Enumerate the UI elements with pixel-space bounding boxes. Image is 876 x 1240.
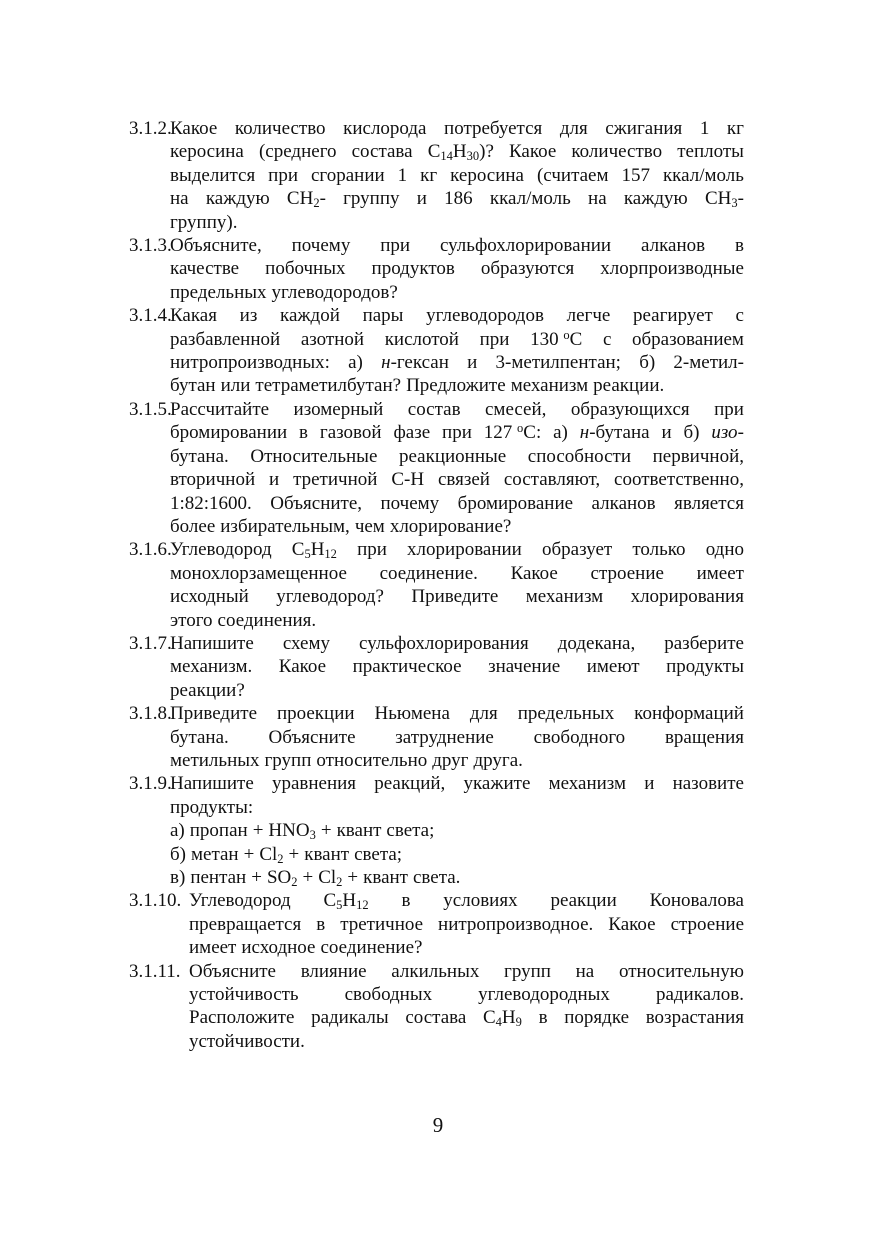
word: исходное: [241, 937, 316, 959]
word: бромирование: [457, 492, 574, 514]
word: имеет: [696, 562, 744, 584]
text-line: [170, 562, 744, 585]
text-line: [170, 655, 744, 678]
word: 157: [621, 164, 650, 186]
word: реакции?: [170, 679, 245, 701]
word: конформаций: [634, 703, 744, 725]
word: образующихся: [570, 398, 690, 420]
text-line: [170, 304, 744, 327]
word: (считаем: [536, 164, 609, 186]
text-line: [170, 140, 744, 163]
word: каждую: [205, 188, 270, 210]
word: почему: [380, 492, 440, 514]
word: при: [357, 539, 387, 561]
word: нитропроизводное.: [438, 913, 594, 935]
word: из: [239, 305, 258, 327]
word: составляют,: [503, 469, 601, 491]
word: только: [632, 539, 686, 561]
word: +: [251, 867, 262, 888]
word: а): [170, 820, 185, 842]
word: метильных: [170, 749, 260, 771]
word: $SO_2$: [266, 867, 298, 889]
word: на: [588, 188, 607, 210]
text-line: [170, 257, 744, 280]
text-line: [170, 445, 744, 468]
word: более: [170, 515, 216, 537]
word: Какое: [509, 141, 557, 163]
text-line: [170, 702, 744, 725]
word: ккал/моль: [489, 188, 571, 210]
problem-item: [129, 304, 744, 398]
word: $CH_2-$: [286, 188, 326, 211]
text-line: [189, 1006, 744, 1029]
problem-number: 3.1.2.: [129, 118, 172, 139]
word: пентан: [190, 867, 247, 888]
word: при: [714, 398, 744, 420]
word: азотной: [300, 328, 365, 350]
text-line: [170, 819, 744, 842]
word: относительно: [316, 749, 428, 771]
problem-item: [129, 234, 744, 304]
word: 3-метилпентан;: [495, 352, 621, 374]
word: сульфохлорирования: [359, 632, 529, 654]
word: состава: [405, 1007, 467, 1029]
problem-number: 3.1.4.: [129, 305, 172, 327]
word: продукты:: [170, 796, 254, 818]
text-line: [189, 936, 744, 959]
word: и: [661, 422, 672, 444]
word: реагирует: [633, 305, 713, 327]
problem-number: 3.1.5.: [129, 398, 172, 420]
word: возрастания: [645, 1007, 744, 1029]
text-line: [170, 772, 744, 795]
word: соединение?: [320, 937, 423, 959]
word: групп: [504, 960, 551, 982]
word: керосина: [170, 141, 244, 163]
word: бутан: [170, 375, 216, 397]
word: Относительные: [250, 445, 378, 467]
word: реакционные: [398, 445, 507, 467]
word: б): [683, 422, 700, 444]
word: кг: [420, 164, 438, 186]
word: на: [170, 188, 189, 210]
word: порядке: [564, 1007, 630, 1029]
text-line: [170, 117, 744, 140]
word: квант: [336, 820, 382, 842]
word: 127 $^o$C:: [483, 421, 542, 444]
word: углеводородов: [426, 305, 544, 327]
word: механизм.: [170, 656, 253, 678]
text-line: [170, 726, 744, 749]
word: углеводородов?: [271, 281, 398, 303]
word: +: [288, 843, 300, 865]
word: Объясните,: [170, 235, 262, 257]
problem-item: [129, 538, 744, 632]
word: алканов: [591, 492, 656, 514]
word: Объясните,: [270, 492, 363, 514]
text-line: [170, 866, 744, 889]
word: 2-метил-: [673, 352, 744, 374]
word: сжигания: [605, 118, 683, 139]
word: и: [416, 188, 427, 210]
word: механизм: [525, 586, 604, 608]
word: додекана,: [557, 632, 636, 654]
problem-item: [129, 889, 744, 959]
word: продукты: [666, 656, 744, 678]
word: кислорода: [343, 118, 427, 139]
word: газовой: [319, 422, 382, 444]
text-line: [170, 374, 744, 397]
word: свободных: [344, 984, 433, 1006]
word: третичное: [340, 913, 424, 935]
word: Объясните: [189, 960, 276, 982]
text-line: [170, 632, 744, 655]
word: Ньюмена: [374, 703, 450, 725]
text-line: [189, 983, 744, 1006]
problem-number: 3.1.3.: [129, 235, 172, 257]
word: этого: [170, 609, 213, 631]
word: для: [469, 703, 498, 725]
word: бромировании: [170, 422, 288, 444]
word: квант: [304, 843, 350, 865]
word: группу: [343, 188, 400, 210]
word: света;: [386, 820, 435, 842]
problem-item: [129, 398, 744, 538]
word: б): [639, 352, 656, 374]
problem-number: 3.1.9.: [129, 773, 172, 795]
text-line: [170, 211, 744, 234]
word: реакции.: [593, 375, 665, 397]
word: н-гексан: [381, 352, 449, 374]
word: первичной,: [652, 445, 744, 467]
word: и: [467, 352, 478, 374]
word: вторичной: [170, 469, 256, 491]
word: теплоты: [677, 141, 744, 163]
word: Углеводород: [189, 890, 291, 912]
word: при: [479, 328, 510, 350]
word: превращается: [189, 913, 302, 935]
word: Напишите: [170, 632, 254, 654]
word: +: [320, 820, 332, 842]
word: хлорпроизводные: [600, 258, 744, 280]
word: каждой: [280, 305, 340, 327]
word: устойчивости.: [189, 1030, 305, 1052]
problem-item: [129, 772, 744, 889]
word: метан: [191, 843, 239, 865]
word: друга.: [473, 749, 523, 771]
word: $HNO_3$: [268, 820, 316, 843]
word: нитропроизводных:: [170, 352, 330, 374]
word: почему: [291, 235, 351, 257]
word: затруднение: [395, 726, 494, 748]
word: света;: [354, 843, 403, 865]
word: углеводород?: [276, 586, 384, 608]
word: с: [735, 305, 744, 327]
word: (среднего: [258, 141, 337, 163]
word: хлорирование?: [389, 515, 512, 537]
word: свободного: [533, 726, 626, 748]
word: потребуется: [444, 118, 543, 139]
word: имеет: [189, 937, 237, 959]
problem-number: 3.1.10.: [129, 890, 182, 912]
text-line: [170, 351, 744, 374]
word: пары: [362, 305, 404, 327]
word: Какое: [510, 562, 558, 584]
text-line: [170, 515, 744, 538]
word: укажите: [463, 773, 531, 795]
word: схему: [282, 632, 330, 654]
text-line: [170, 796, 744, 819]
word: Какое: [278, 656, 327, 678]
word: в): [170, 867, 186, 888]
word: значение: [488, 656, 561, 678]
word: н-бутана: [579, 422, 650, 444]
word: тетраметилбутан?: [255, 375, 402, 397]
word: и: [644, 773, 655, 795]
word: монохлорзамещенное: [170, 562, 347, 584]
word: разберите: [664, 632, 744, 654]
word: группу).: [170, 211, 238, 233]
word: строение: [590, 562, 664, 584]
word: исходный: [170, 586, 249, 608]
word: условиях: [443, 890, 518, 912]
word: бутана.: [170, 445, 229, 467]
word: ккал/моль: [662, 164, 744, 186]
page-number: 9: [432, 1113, 444, 1137]
word: соединения.: [217, 609, 317, 631]
page-text: [129, 117, 744, 1053]
text-line: [170, 843, 744, 866]
word: алканов: [640, 235, 706, 257]
word: $Cl_2$: [318, 867, 343, 889]
word: радикалов.: [655, 984, 744, 1006]
text-line: [170, 492, 744, 515]
word: Коновалова: [649, 890, 744, 912]
word: в: [401, 890, 411, 912]
problem-item: [129, 117, 744, 234]
word: +: [347, 867, 359, 888]
word: кг: [726, 118, 744, 139]
text-line: [170, 585, 744, 608]
problem-item: [129, 702, 744, 772]
word: имеют: [586, 656, 640, 678]
word: бутана.: [170, 726, 229, 748]
word: б): [170, 843, 186, 865]
word: хлорировании: [407, 539, 522, 561]
word: Предложите: [406, 375, 506, 397]
word: С-Н: [391, 469, 425, 491]
word: образованием: [632, 328, 744, 350]
word: соответственно,: [614, 469, 744, 491]
word: Какая: [170, 305, 217, 327]
word: Приведите: [170, 703, 258, 725]
word: $C_5H_{12}$: [323, 890, 369, 913]
word: легче: [566, 305, 611, 327]
word: Приведите: [411, 586, 499, 608]
text-line: [189, 960, 744, 983]
word: углеводородных: [478, 984, 610, 1006]
word: продуктов: [371, 258, 455, 280]
word: смесей,: [485, 398, 547, 420]
word: или: [220, 375, 251, 397]
word: $Cl_2$: [259, 843, 284, 866]
word: +: [252, 820, 264, 842]
word: для: [559, 118, 588, 139]
word: каждую: [623, 188, 688, 210]
problem-number: 3.1.11.: [129, 960, 181, 982]
word: предельных: [517, 703, 615, 725]
word: образуются: [480, 258, 575, 280]
text-line: [170, 187, 744, 210]
problem-number: 3.1.7.: [129, 632, 172, 654]
word: образует: [542, 539, 613, 561]
word: избирательным,: [220, 515, 350, 537]
word: качестве: [170, 258, 240, 280]
text-line: [170, 398, 744, 421]
text-line: [170, 609, 744, 632]
text-line: [170, 749, 744, 772]
word: а): [553, 422, 568, 444]
word: +: [243, 843, 255, 865]
word: групп: [264, 749, 312, 771]
text-line: [170, 281, 744, 304]
word: Какое: [170, 118, 218, 139]
word: с: [602, 328, 612, 350]
word: соединение.: [379, 562, 478, 584]
word: $C_5H_{12}$: [291, 539, 337, 562]
word: состав: [407, 398, 461, 420]
problem-number: 3.1.6.: [129, 539, 172, 561]
word: 186: [444, 188, 473, 210]
word: Объясните: [268, 726, 356, 748]
word: друг: [432, 749, 469, 771]
text-line: [170, 679, 744, 702]
word: +: [302, 867, 314, 888]
word: сульфохлорировании: [439, 235, 612, 257]
text-line: [189, 913, 744, 936]
word: Расположите: [189, 1007, 295, 1029]
word: разбавленной: [170, 328, 281, 350]
word: при: [442, 422, 472, 444]
word: кислотой: [384, 328, 459, 350]
word: в: [734, 235, 744, 257]
word: устойчивость: [189, 984, 299, 1006]
word: $CH_3-$: [704, 188, 744, 211]
word: в: [538, 1007, 548, 1029]
word: побочных: [265, 258, 346, 280]
text-line: [170, 164, 744, 187]
word: Какое: [608, 913, 656, 935]
word: радикалы: [311, 1007, 389, 1029]
word: связей: [437, 469, 490, 491]
word: механизм: [510, 375, 589, 397]
word: 130 $^o$C: [530, 327, 583, 350]
word: реакций,: [374, 773, 446, 795]
word: сгорании: [310, 164, 385, 186]
word: 1:82:1600.: [170, 492, 252, 514]
text-line: [170, 421, 744, 444]
word: хлорирования: [630, 586, 744, 608]
word: света.: [412, 867, 461, 888]
word: в: [316, 913, 326, 935]
word: алкильных: [391, 960, 480, 982]
word: пропан: [189, 820, 248, 842]
word: вращения: [664, 726, 744, 748]
word: изо-: [711, 422, 744, 444]
word: в: [299, 422, 309, 444]
word: $C_{14}H_{30}$)?: [427, 141, 494, 164]
word: одно: [705, 539, 744, 561]
word: Напишите: [170, 773, 254, 795]
text-line: [170, 468, 744, 491]
word: реакции: [550, 890, 617, 912]
word: механизм: [548, 773, 627, 795]
word: состава: [351, 141, 413, 163]
word: Углеводород: [170, 539, 272, 561]
word: выделится: [170, 164, 256, 186]
word: фазе: [393, 422, 431, 444]
text-line: [170, 538, 744, 561]
text-line: [170, 234, 744, 257]
word: назовите: [672, 773, 744, 795]
word: способности: [527, 445, 632, 467]
word: является: [674, 492, 744, 514]
word: относительную: [618, 960, 744, 982]
word: 1: [699, 118, 710, 139]
text-line: [170, 328, 744, 351]
problem-item: [129, 632, 744, 702]
problem-number: 3.1.8.: [129, 703, 172, 725]
word: 1: [397, 164, 408, 186]
word: керосина: [450, 164, 524, 186]
word: при: [268, 164, 299, 186]
text-line: [189, 889, 744, 912]
word: изомерный: [293, 398, 384, 420]
word: квант: [363, 867, 408, 888]
word: уравнения: [271, 773, 357, 795]
word: чем: [354, 515, 385, 537]
problem-item: [129, 960, 744, 1054]
word: строение: [670, 913, 744, 935]
word: влияние: [300, 960, 367, 982]
word: количество: [571, 141, 663, 163]
word: предельных: [170, 281, 267, 303]
word: на: [575, 960, 595, 982]
word: практическое: [352, 656, 462, 678]
text-line: [189, 1030, 744, 1053]
word: количество: [234, 118, 326, 139]
word: Рассчитайте: [170, 398, 270, 420]
word: а): [348, 352, 363, 374]
word: $C_4H_9$: [482, 1007, 522, 1030]
word: при: [380, 235, 411, 257]
word: третичной: [293, 469, 378, 491]
word: проекции: [276, 703, 355, 725]
word: и: [269, 469, 280, 491]
